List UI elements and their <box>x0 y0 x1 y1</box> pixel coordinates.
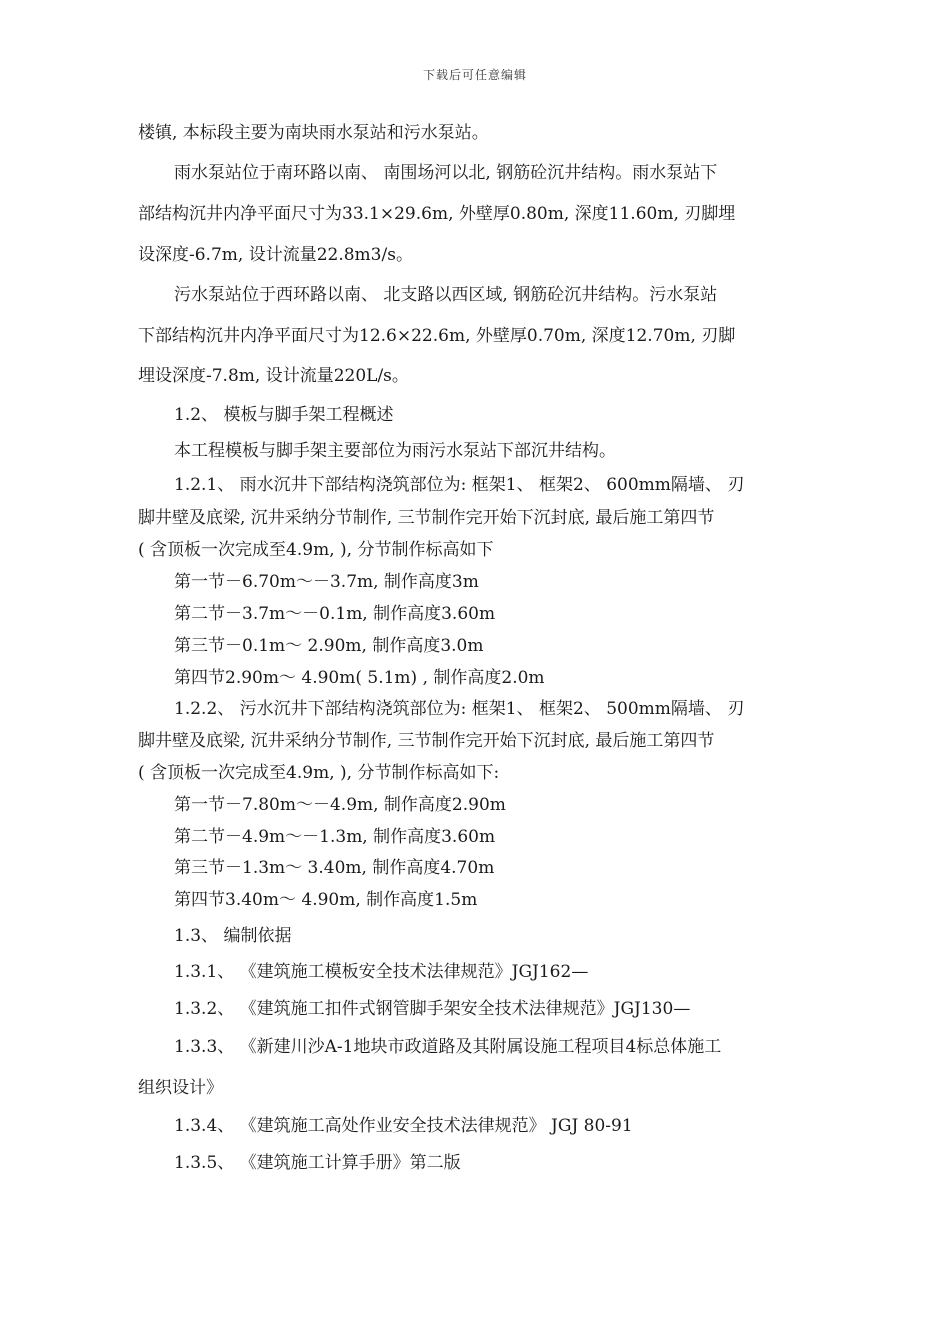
text-line: 1.2.2、 污水沉井下部结构浇筑部位为: 框架1、 框架2、 500mm隔墙、 刃 <box>174 699 745 719</box>
text-line: 第二节－3.7m～－0.1m, 制作高度3.60m <box>174 604 496 624</box>
text-line: 第三节－1.3m～ 3.40m, 制作高度4.70m <box>174 858 495 878</box>
page-header: 下载后可任意编辑 <box>422 68 527 82</box>
text-line: 雨水泵站位于南环路以南、 南围场河以北, 钢筋砼沉井结构。雨水泵站下 <box>174 163 718 183</box>
text-line: ( 含顶板一次完成至4.9m, ), 分节制作标高如下: <box>138 763 500 783</box>
text-line: 下部结构沉井内净平面尺寸为12.6×22.6m, 外壁厚0.70m, 深度12.70m, 刃脚 <box>138 326 736 346</box>
text-line: 脚井壁及底梁, 沉井采纳分节制作, 三节制作完开始下沉封底, 最后施工第四节 <box>138 508 715 528</box>
reference-item: 1.3.1、 《建筑施工模板安全技术法律规范》JGJ162— <box>174 962 589 982</box>
text-line: 第二节－4.9m～－1.3m, 制作高度3.60m <box>174 827 496 847</box>
reference-item: 组织设计》 <box>138 1078 223 1098</box>
text-line: 第三节－0.1m～ 2.90m, 制作高度3.0m <box>174 636 484 656</box>
text-line: 第四节3.40m～ 4.90m, 制作高度1.5m <box>174 890 478 910</box>
text-line: 埋设深度-7.8m, 设计流量220L/s。 <box>138 366 409 386</box>
reference-item: 1.3.3、 《新建川沙A-1地块市政道路及其附属设施工程项目4标总体施工 <box>174 1037 722 1057</box>
section-heading: 1.3、 编制依据 <box>174 926 292 946</box>
reference-item: 1.3.2、 《建筑施工扣件式钢管脚手架安全技术法律规范》JGJ130— <box>174 999 691 1019</box>
reference-item: 1.3.5、 《建筑施工计算手册》第二版 <box>174 1153 461 1173</box>
text-line: 部结构沉井内净平面尺寸为33.1×29.6m, 外壁厚0.80m, 深度11.60m, 刃脚埋 <box>138 204 736 224</box>
text-line: 第四节2.90m～ 4.90m( 5.1m) , 制作高度2.0m <box>174 668 545 688</box>
text-line: 1.2.1、 雨水沉井下部结构浇筑部位为: 框架1、 框架2、 600mm隔墙、 刃 <box>174 475 745 495</box>
reference-item: 1.3.4、 《建筑施工高处作业安全技术法律规范》 JGJ 80-91 <box>174 1116 633 1136</box>
section-heading: 1.2、 模板与脚手架工程概述 <box>174 405 394 425</box>
text-line: 第一节－6.70m～－3.7m, 制作高度3m <box>174 572 479 592</box>
text-line: ( 含顶板一次完成至4.9m, ), 分节制作标高如下 <box>138 540 494 560</box>
text-line: 脚井壁及底梁, 沉井采纳分节制作, 三节制作完开始下沉封底, 最后施工第四节 <box>138 731 715 751</box>
text-line: 楼镇, 本标段主要为南块雨水泵站和污水泵站。 <box>138 123 489 143</box>
text-line: 污水泵站位于西环路以南、 北支路以西区域, 钢筋砼沉井结构。污水泵站 <box>174 285 718 305</box>
text-line: 第一节－7.80m～－4.9m, 制作高度2.90m <box>174 795 506 815</box>
text-line: 设深度-6.7m, 设计流量22.8m3/s。 <box>138 245 413 265</box>
text-line: 本工程模板与脚手架主要部位为雨污水泵站下部沉井结构。 <box>174 441 616 461</box>
